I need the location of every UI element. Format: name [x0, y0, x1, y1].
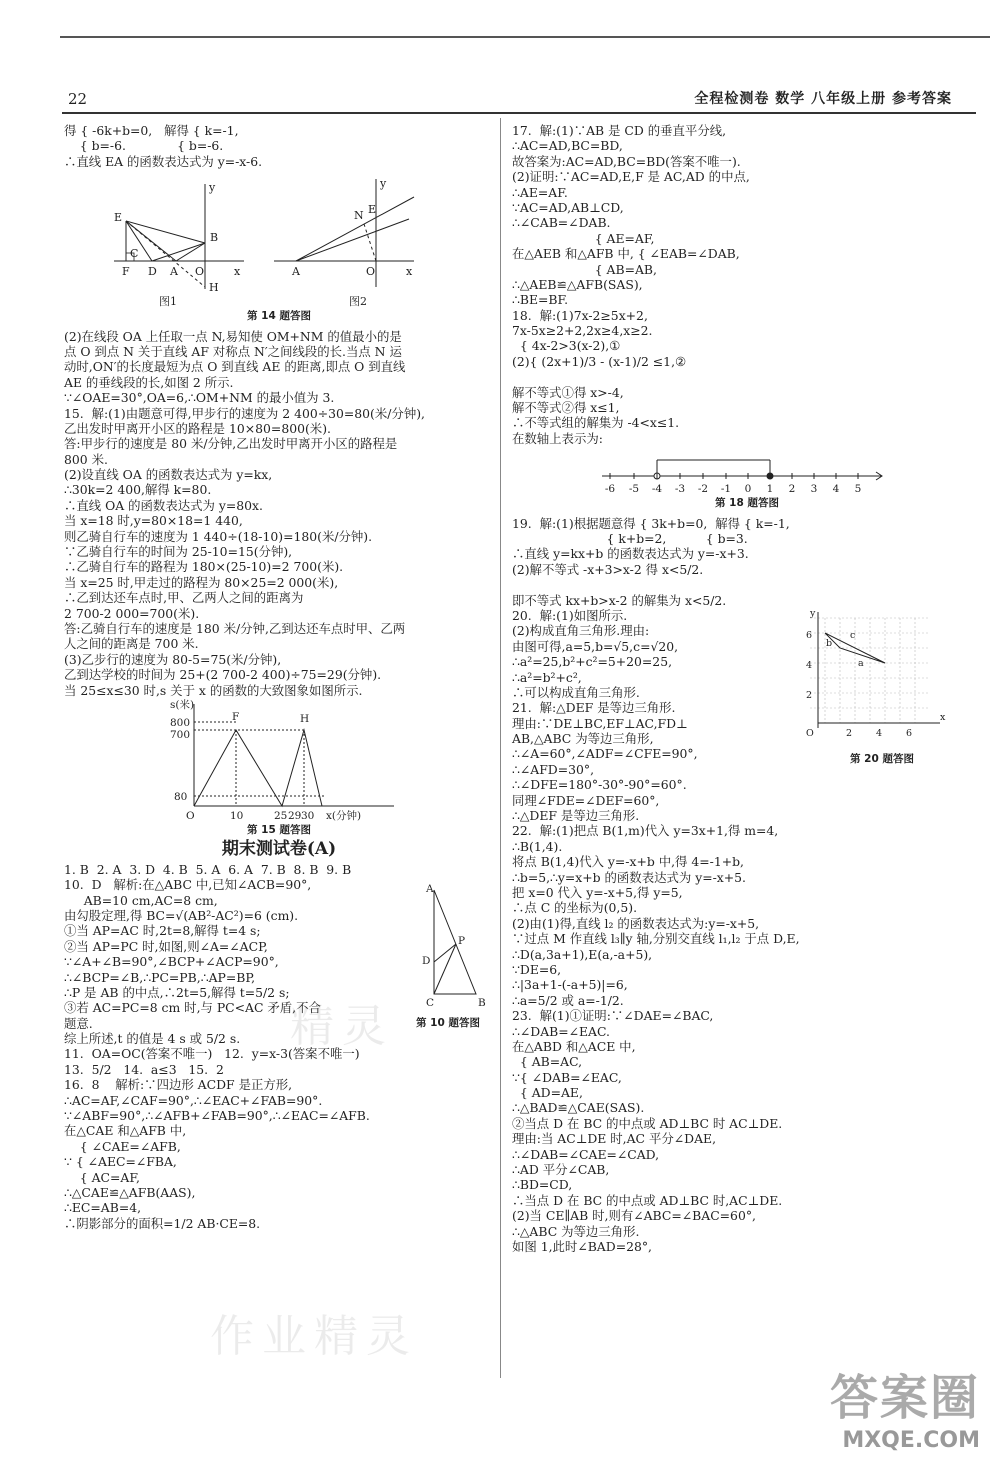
text-line: 在△ABD 和△ACE 中, [512, 1038, 636, 1054]
fig20-label: b [826, 637, 833, 649]
figure-20-grid [800, 608, 950, 748]
text-line: 由图可得,a=5,b=√5,c=√20, [512, 638, 679, 654]
text-line: (2)在线段 OA 上任取一点 N,易知使 OM+NM 的值最小的是 [64, 328, 402, 344]
text-line: 在△CAE 和△AFB 中, [64, 1123, 187, 1139]
fig18-tick-label: -1 [720, 483, 732, 496]
fig15-ytick: 80 [174, 790, 188, 803]
text-line: ∵AC=AD,AB⊥CD, [512, 199, 624, 215]
text-line: ∴∠DFE=180°-30°-90°=60°. [512, 777, 687, 793]
fig14-label: E [114, 211, 123, 225]
text-line: ∴直线 EA 的函数表达式为 y=-x-6. [64, 153, 263, 169]
text-line: ∴b=5,∴y=x+b 的函数表达式为 y=-x+5. [512, 869, 746, 885]
answers-19-23 [512, 516, 982, 1270]
text-line: 11. OA=OC(答案不唯一) 12. y=x-3(答案不唯一) [64, 1046, 360, 1062]
text-line: { AC=AF, [64, 1169, 140, 1185]
text-line: { AB=AB, [512, 261, 657, 277]
text-line: 则乙骑自行车的速度为 1 440÷(18-10)=180(米/分钟). [64, 528, 373, 544]
text-line: 15. 解:(1)由题意可得,甲步行的速度为 2 400÷30=80(米/分钟), [64, 405, 425, 421]
fig20-label: y [810, 607, 816, 619]
text-line: ∴△ABC 为等边三角形. [512, 1223, 640, 1239]
text-line: ∴∠A=60°,∠ADF=∠CFE=90°, [512, 746, 698, 762]
text-line: 由勾股定理,得 BC=√(AB²-AC²)=6 (cm). [64, 907, 299, 923]
text-line: ∴BD=CD, [512, 1177, 573, 1193]
fig15-point: H [300, 712, 310, 725]
text-line: { k+b=2, { b=3. [512, 531, 748, 546]
text-line: ∴乙到达还车点时,甲、乙两人之间的距离为 [64, 590, 304, 606]
text-line: 理由:当 AC⊥DE 时,AC 平分∠DAE, [512, 1131, 717, 1147]
text-line: { AB=AC, [512, 1054, 583, 1070]
text-line: ∴∠DAB=∠CAE=∠CAD, [512, 1146, 660, 1162]
fig18-tick-label: 2 [788, 483, 796, 496]
text-line: ∴乙骑自行车的路程为 180×(25-10)=2 700(米). [64, 559, 344, 575]
fig18-tick-label: 5 [854, 483, 862, 496]
figure-15-caption: 第 15 题答图 [247, 823, 311, 836]
text-line: 故答案为:AC=AD,BC=BD(答案不唯一). [512, 153, 741, 169]
fig20-label: a [858, 657, 864, 669]
text-line: 13. 5/2 14. a≤3 15. 2 [64, 1061, 224, 1077]
text-line: ∴AC=AF,∠CAF=90°,∴∠EAC+∠FAB=90°. [64, 1092, 323, 1108]
fig14-label: F [122, 265, 130, 279]
text-line: 22. 解:(1)把点 B(1,m)代入 y=3x+1,得 m=4, [512, 823, 779, 839]
text-line: (3)乙步行的速度为 80-5=75(米/分钟), [64, 651, 282, 667]
text-line: AE 的垂线段的长,如图 2 所示. [64, 374, 234, 390]
text-line: { AD=AE, [512, 1085, 583, 1101]
figure-14-caption: 第 14 题答图 [247, 310, 311, 323]
answer-14-end [64, 123, 494, 169]
text-line: ∴BE=BF. [512, 292, 569, 308]
fig14-caption-1: 图1 [159, 295, 177, 309]
text-line: 16. 8 解析:∵四边形 ACDF 是正方形, [64, 1077, 293, 1093]
text-line: 在数轴上表示为: [512, 430, 603, 446]
fig20-label: 6 [806, 629, 813, 641]
fig14-label: D [148, 265, 157, 279]
watermark: 精灵 [290, 1001, 394, 1052]
text-line: ∴阴影部分的面积=1/2 AB·CE=8. [64, 1215, 261, 1231]
fig14-label: y [209, 181, 216, 195]
figure-18-caption: 第 18 题答图 [715, 497, 779, 510]
text-line: ∴当点 D 在 BC 的中点或 AD⊥BC 时,AC⊥DE. [512, 1192, 783, 1208]
text-line: 在△AEB 和△AFB 中, { ∠EAB=∠DAB, [512, 246, 740, 262]
text-line: ∵ { ∠AEC=∠FBA, [64, 1154, 177, 1170]
answer-14-15 [64, 329, 494, 698]
corner-watermark-logo: 答案圈 [829, 1370, 980, 1426]
fig20-label: c [850, 629, 856, 641]
fig14-label: B [210, 231, 219, 245]
text-line: 点 O 到点 N 关于直线 AF 对称点 N′之间线段的长.当点 N 运 [64, 343, 402, 359]
fig14-label: x [406, 265, 413, 279]
text-line: 20. 解:(1)如图所示. [512, 607, 628, 623]
text-line: ∴△CAE≌△AFB(AAS), [64, 1184, 196, 1200]
text-line [512, 369, 982, 384]
fig20-label: 2 [846, 727, 853, 739]
text-line: ∴EC=AB=4, [64, 1200, 142, 1216]
fig14-label: E [368, 203, 377, 217]
fig20-label: 2 [806, 689, 813, 701]
fig15-xtick: O [186, 809, 195, 822]
running-header: 全程检测卷 数学 八年级上册 参考答案 [694, 91, 952, 107]
text-line: 如图 1,此时∠BAD=28°, [512, 1238, 652, 1254]
text-line: ∴直线 OA 的函数表达式为 y=80x. [64, 497, 263, 513]
exam-a-answers [64, 862, 494, 1231]
text-line: 解不等式①得 x>-4, [512, 384, 624, 400]
text-line: ∴AC=AD,BC=BD, [512, 138, 623, 154]
fig14-label: O [366, 265, 376, 279]
text-line: ∴点 C 的坐标为(0,5). [512, 900, 638, 916]
text-line: ∴AD 平分∠CAB, [512, 1162, 610, 1178]
text-line: (2)证明:∵AC=AD,E,F 是 AC,AD 的中点, [512, 169, 750, 185]
fig14-label: A [170, 265, 178, 279]
text-line: ∴a=5/2 或 a=-1/2. [512, 992, 624, 1008]
text-line: 当 x=25 时,甲走过的路程为 80×25=2 000(米), [64, 574, 339, 590]
text-line: 10. D 解析:在△ABC 中,已知∠ACB=90°, [64, 877, 312, 893]
fig15-ytick: 700 [170, 728, 191, 741]
fig18-tick-label: 0 [744, 483, 752, 496]
corner-watermark-url: MXQE.COM [842, 1428, 980, 1453]
text-line: 21. 解:△DEF 是等边三角形. [512, 700, 676, 716]
text-line: { AE=AF, [512, 230, 655, 246]
fig15-ylabel: s(米) [170, 698, 195, 711]
text-line: 即不等式 kx+b>x-2 的解集为 x<5/2. [512, 592, 727, 608]
text-line: (2){ (2x+1)/3 - (x-1)/2 ≤1,② [512, 353, 687, 369]
text-line: ∴△AEB≌△AFB(SAS), [512, 276, 643, 292]
text-line: ∴∠DAB=∠EAC. [512, 1023, 610, 1039]
text-line: (2)由(1)得,直线 l₂ 的函数表达式为:y=-x+5, [512, 915, 760, 931]
text-line: ∴直线 y=kx+b 的函数表达式为 y=-x+3. [512, 546, 749, 562]
fig20-label: 4 [876, 727, 883, 739]
text-line: ∴|3a+1-(-a+5)|=6, [512, 977, 628, 993]
fig10-label: B [478, 996, 486, 1009]
text-line: 当 25≤x≤30 时,s 关于 x 的函数的大致图象如图所示. [64, 682, 363, 698]
text-line: (2)解不等式 -x+3>x-2 得 x<5/2. [512, 561, 704, 577]
fig14-caption-2: 图2 [349, 295, 367, 309]
fig15-xlabel: x(分钟) [326, 809, 362, 822]
text-line: { ∠CAE=∠AFB, [64, 1138, 181, 1154]
watermark: 作业精灵 [210, 1311, 418, 1362]
fig18-tick-label: 4 [832, 483, 840, 496]
figure-20-caption: 第 20 题答图 [850, 752, 914, 765]
figure-15 [64, 698, 494, 823]
text-line: ∴30k=2 400,解得 k=80. [64, 482, 212, 498]
text-line: ∴可以构成直角三角形. [512, 684, 640, 700]
text-line: ∵∠OAE=30°,OA=6,∴OM+NM 的最小值为 3. [64, 390, 335, 406]
fig10-label: P [458, 934, 466, 947]
top-border [60, 36, 990, 38]
fig10-label: A [426, 882, 434, 895]
fig18-tick-label: -4 [651, 483, 663, 496]
figure-14 [64, 169, 494, 309]
text-line: 将点 B(1,4)代入 y=-x+b 中,得 4=-1+b, [512, 854, 744, 870]
text-line: 动时,ON′的长度最短为点 O 到直线 AE 的距离,即点 O 到直线 [64, 359, 406, 375]
figure-18-number-line [512, 446, 982, 496]
fig10-label: D [422, 954, 431, 967]
text-line: 7x-5x≥2+2,2x≥4,x≥2. [512, 323, 653, 339]
text-line: AB,△ABC 为等边三角形, [512, 731, 654, 747]
text-line: { b=-6. { b=-6. [64, 138, 224, 154]
text-line: ∴∠BCP=∠B,∴PC=PB,∴AP=BP, [64, 969, 256, 985]
page-number: 22 [68, 90, 88, 108]
text-line: ∴△BAD≌△CAE(SAS). [512, 1100, 645, 1116]
text-line: ∴B(1,4). [512, 838, 563, 854]
text-line: 17. 解:(1)∵AB 是 CD 的垂直平分线, [512, 123, 727, 138]
text-line: 解不等式②得 x≤1, [512, 400, 620, 416]
fig14-label: N [354, 209, 364, 223]
text-line [512, 577, 982, 592]
text-line: 19. 解:(1)根据题意得 { 3k+b=0, 解得 { k=-1, [512, 515, 790, 531]
text-line: ∴∠AFD=30°, [512, 761, 595, 777]
text-line: ∵∠A+∠B=90°,∠BCP+∠ACP=90°, [64, 954, 279, 970]
text-line [512, 1254, 982, 1269]
text-line: 23. 解(1)①证明:∵∠DAE=∠BAC, [512, 1008, 714, 1024]
fig14-label: x [234, 265, 241, 279]
text-line: 答:甲步行的速度是 80 米/分钟,乙出发时甲离开小区的路程是 [64, 436, 398, 452]
fig20-label: 6 [906, 727, 913, 739]
figure-14-panel-1 [114, 184, 244, 289]
fig15-xtick: 30 [301, 809, 315, 822]
text-line: ∴D(a,3a+1),E(a,-a+5), [512, 946, 653, 962]
fig15-ytick: 800 [170, 716, 191, 729]
text-line: ∴AE=AF. [512, 184, 568, 200]
fig20-label: x [940, 711, 946, 723]
fig18-tick-label: 1 [766, 483, 774, 496]
fig15-xtick: 10 [230, 809, 244, 822]
right-column [512, 123, 982, 1270]
text-line: ∴∠CAB=∠DAB. [512, 215, 611, 231]
section-title: 期末测试卷(A) [221, 839, 337, 860]
text-line: 乙到达学校的时间为 25+(2 700-2 400)÷75=29(分钟). [64, 667, 382, 683]
text-line: 答:乙骑自行车的速度是 180 米/分钟,乙到达还车点时甲、乙两 [64, 621, 406, 636]
text-line: 人之间的距离是 700 米. [64, 636, 199, 652]
text-line: ∴P 是 AB 的中点,∴2t=5,解得 t=5/2 s; [64, 984, 290, 1000]
text-line: 理由:∵DE⊥BC,EF⊥AC,FD⊥ [512, 715, 688, 731]
text-line: 把 x=0 代入 y=-x+5,得 y=5, [512, 884, 683, 900]
fig15-xtick: 29 [288, 809, 302, 822]
text-line: 综上所述,t 的值是 4 s 或 5/2 s. [64, 1031, 241, 1047]
text-line: ∵∠ABF=90°,∴∠AFB+∠FAB=90°,∴∠EAC=∠AFB. [64, 1108, 370, 1124]
text-line: ②当 AP=PC 时,如图,则∠A=∠ACP, [64, 938, 268, 954]
header-rule [62, 112, 976, 114]
text-line: (2)设直线 OA 的函数表达式为 y=kx, [64, 467, 273, 483]
fig15-xtick: 25 [274, 809, 288, 822]
fig14-label: A [292, 265, 300, 279]
text-line: ∴a²=25,b²+c²=5+20=25, [512, 654, 673, 670]
text-line: (2)当 CE∥AB 时,则有∠ABC=∠BAC=60°, [512, 1208, 756, 1224]
figure-10-caption: 第 10 题答图 [416, 1016, 480, 1029]
text-line: ∵DE=6, [512, 961, 562, 977]
fig18-tick-label: -2 [697, 483, 709, 496]
text-line: ∴a²=b²+c², [512, 669, 582, 685]
fig10-label: C [426, 996, 435, 1009]
text-line: ③若 AC=PC=8 cm 时,与 PC<AC 矛盾,不合 [64, 1000, 321, 1016]
text-line: 题意. [64, 1015, 93, 1031]
text-line: ∵过点 M 作直线 l₃∥y 轴,分别交直线 l₁,l₂ 于点 D,E, [512, 931, 800, 947]
fig18-tick-label: 3 [810, 483, 818, 496]
text-line: 得 { -6k+b=0, 解得 { k=-1, [64, 123, 239, 138]
left-column [64, 123, 494, 1231]
fig15-point: F [232, 710, 240, 723]
fig18-tick-label: -5 [628, 483, 640, 496]
fig20-label: 4 [806, 659, 813, 671]
text-line: 当 x=18 时,y=80×18=1 440, [64, 513, 243, 529]
text-line: ②当点 D 在 BC 的中点或 AD⊥BC 时 AC⊥DE. [512, 1115, 783, 1131]
fig14-label: O [195, 265, 205, 279]
text-line: AB=10 cm,AC=8 cm, [64, 892, 218, 908]
fig20-label: O [806, 727, 814, 739]
text-line: 18. 解:(1)7x-2≥5x+2, [512, 307, 648, 323]
fig14-label: C [130, 247, 139, 261]
text-line: 2 700-2 000=700(米). [64, 605, 200, 621]
text-line: 同理∠FDE=∠DEF=60°, [512, 792, 660, 808]
fig14-label: y [380, 177, 387, 191]
fig18-tick-label: -6 [604, 483, 616, 496]
figure-10 [404, 882, 494, 1012]
answers-17-18 [512, 123, 982, 446]
text-line: ∴△DEF 是等边三角形. [512, 808, 640, 824]
text-line: ∵{ ∠DAB=∠EAC, [512, 1069, 622, 1085]
text-line: ∴不等式组的解集为 -4<x≤1. [512, 415, 680, 431]
text-line: { 4x-2>3(x-2),① [512, 338, 621, 354]
text-line: 1. B 2. A 3. D 4. B 5. A 6. A 7. B 8. B 9. B [64, 861, 352, 877]
text-line: 800 米. [64, 451, 108, 467]
text-line: (2)构成直角三角形.理由: [512, 623, 650, 639]
fig14-label: H [209, 281, 219, 295]
text-line: ∵乙骑自行车的时间为 25-10=15(分钟), [64, 544, 293, 560]
text-line: ①当 AP=AC 时,2t=8,解得 t=4 s; [64, 923, 261, 939]
corner-watermark [830, 1359, 980, 1453]
text-line: 乙出发时甲离开小区的路程是 10×80=800(米). [64, 420, 331, 436]
column-divider [500, 118, 501, 1378]
fig18-tick-label: -3 [674, 483, 686, 496]
